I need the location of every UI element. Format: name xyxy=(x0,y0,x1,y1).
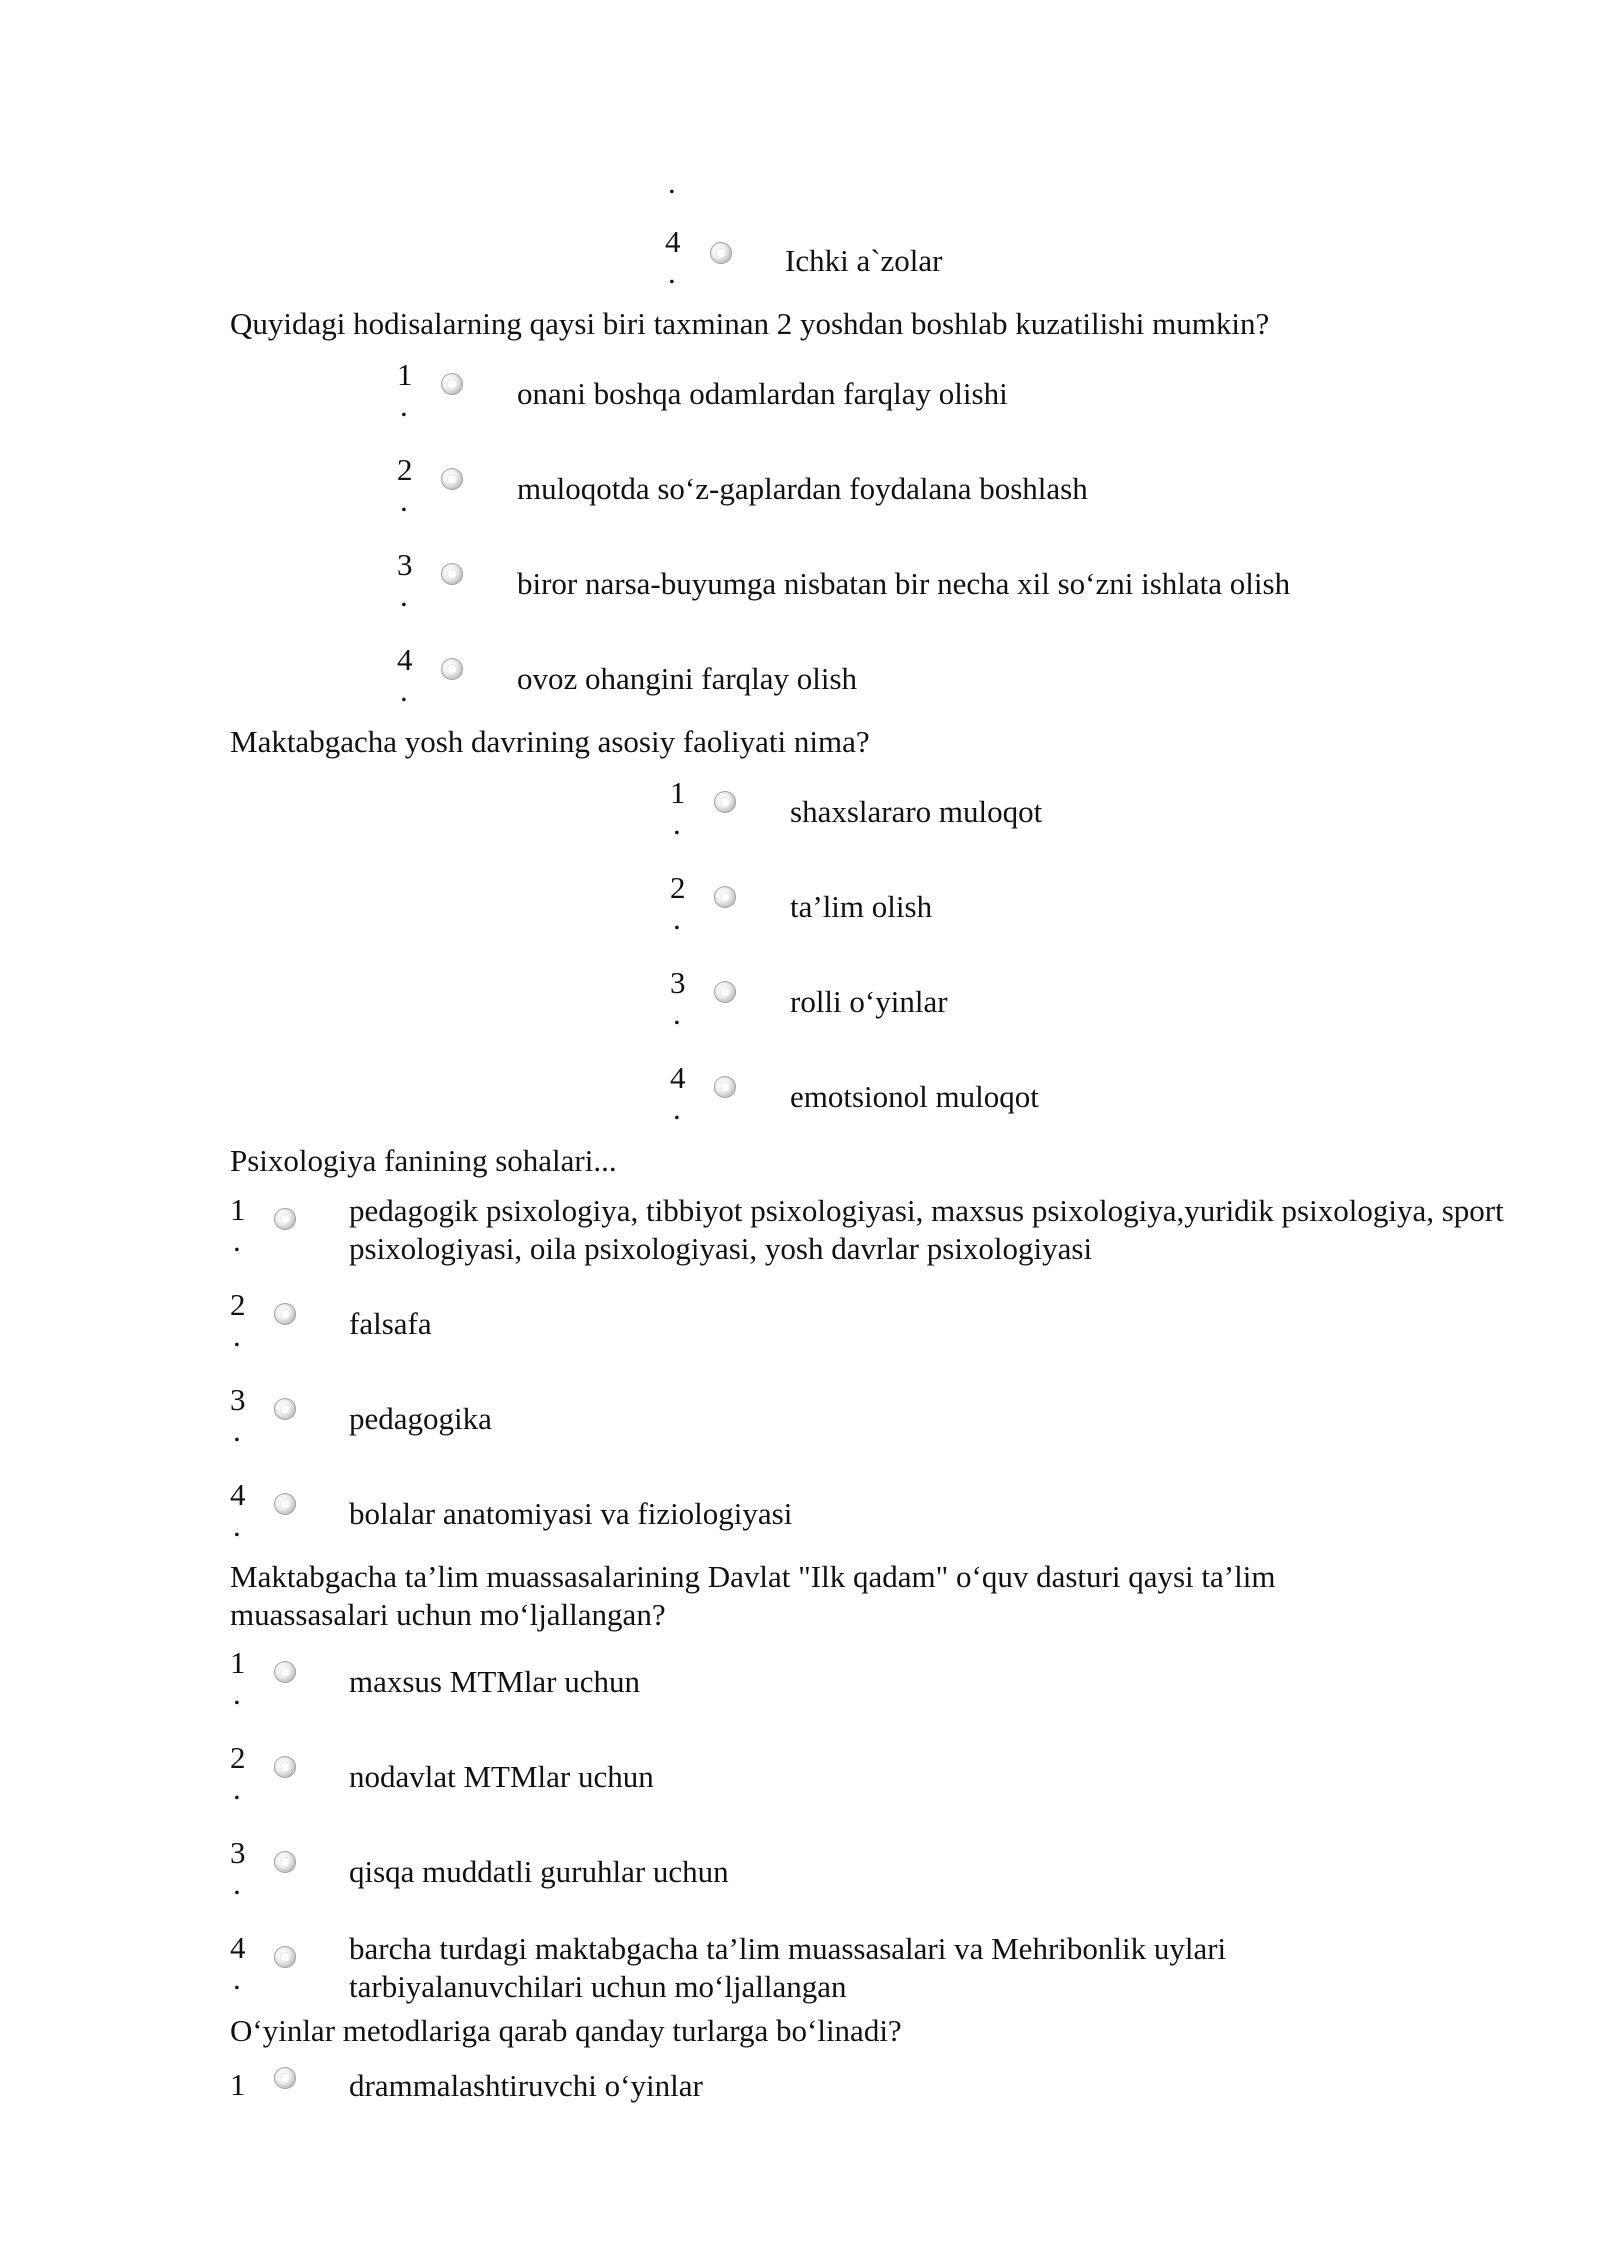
answer-option[interactable] xyxy=(230,1475,1230,1555)
question-text: Maktabgacha ta’lim muassasalarining Davlat "Ilk qadam" o‘quv dasturi qaysi ta’lim muassasalari uchun mo‘ljallangan? xyxy=(230,1559,1276,1632)
option-number: 1 xyxy=(230,1192,246,1227)
option-number: 4 xyxy=(665,224,681,259)
radio-button-icon[interactable] xyxy=(274,1398,296,1420)
answer-option[interactable] xyxy=(230,1928,1430,2018)
option-number: 4 xyxy=(397,642,413,677)
answer-option[interactable] xyxy=(230,1643,1230,1723)
radio-button-icon[interactable] xyxy=(274,2067,296,2089)
option-number: 1 xyxy=(670,775,686,810)
answer-option[interactable] xyxy=(670,1058,1470,1138)
option-number-dot: . xyxy=(668,255,676,290)
answer-option[interactable] xyxy=(397,355,1397,435)
option-number-dot: . xyxy=(673,806,681,841)
answer-option[interactable] xyxy=(230,1380,1230,1460)
option-number-dot: . xyxy=(400,483,408,518)
option-label: onani boshqa odamlardan farqlay olishi xyxy=(517,376,1008,411)
option-number-dot: . xyxy=(673,1091,681,1126)
option-number-dot: . xyxy=(400,673,408,708)
option-label: Ichki a`zolar xyxy=(785,243,943,278)
radio-button-icon[interactable] xyxy=(441,468,463,490)
option-label: maxsus MTMlar uchun xyxy=(349,1664,641,1699)
option-number: 3 xyxy=(670,965,686,1000)
radio-button-icon[interactable] xyxy=(441,658,463,680)
radio-button-icon[interactable] xyxy=(714,981,736,1003)
option-number-dot: . xyxy=(673,996,681,1031)
radio-button-icon[interactable] xyxy=(274,1303,296,1325)
option-number: 3 xyxy=(397,547,413,582)
option-number-dot: . xyxy=(233,1413,241,1448)
option-number-dot: . xyxy=(400,578,408,613)
answer-option[interactable] xyxy=(230,1738,1230,1818)
answer-option[interactable] xyxy=(230,1190,1510,1280)
option-number-dot: . xyxy=(233,1508,241,1543)
answer-option[interactable] xyxy=(230,1285,1230,1365)
radio-button-icon[interactable] xyxy=(441,373,463,395)
answer-option[interactable] xyxy=(397,640,1397,720)
option-number-dot: . xyxy=(233,1961,241,1996)
question-text: Maktabgacha yosh davrining asosiy faoliyati nima? xyxy=(230,724,870,759)
answer-option[interactable] xyxy=(670,773,1470,853)
option-label: pedagogik psixologiya, tibbiyot psixologiyasi, maxsus psixologiya,yuridik psixologiya, sport psixologiyasi, oila psixologiyasi, yosh davrlar psixologiyasi xyxy=(349,1193,1504,1266)
answer-option[interactable] xyxy=(670,963,1470,1043)
top-fragment-dot: . xyxy=(668,165,676,200)
radio-button-icon[interactable] xyxy=(274,1851,296,1873)
option-number: 1 xyxy=(397,357,413,392)
radio-button-icon[interactable] xyxy=(274,1208,296,1230)
option-label: nodavlat MTMlar uchun xyxy=(349,1759,654,1794)
answer-option[interactable] xyxy=(397,545,1397,625)
radio-button-icon[interactable] xyxy=(714,791,736,813)
option-number-dot: . xyxy=(400,388,408,423)
radio-button-icon[interactable] xyxy=(714,1076,736,1098)
option-number-dot: . xyxy=(233,1223,241,1258)
option-label: falsafa xyxy=(349,1306,432,1341)
option-number: 3 xyxy=(230,1382,246,1417)
question-text: Quyidagi hodisalarning qaysi biri taxminan 2 yoshdan boshlab kuzatilishi mumkin? xyxy=(230,306,1270,341)
option-number: 2 xyxy=(230,1740,246,1775)
answer-option[interactable] xyxy=(230,1833,1230,1913)
option-label: barcha turdagi maktabgacha ta’lim muassasalari va Mehribonlik uylari tarbiyalanuvchilari uchun mo‘ljallangan xyxy=(349,1931,1227,2004)
option-number: 2 xyxy=(230,1287,246,1322)
option-label: muloqotda so‘z-gaplardan foydalana boshlash xyxy=(517,471,1088,506)
option-label: rolli o‘yinlar xyxy=(790,984,948,1019)
radio-button-icon[interactable] xyxy=(274,1493,296,1515)
option-number-dot: . xyxy=(673,901,681,936)
radio-button-icon[interactable] xyxy=(710,242,732,264)
option-number: 4 xyxy=(670,1060,686,1095)
option-number: 4 xyxy=(230,1930,246,1965)
option-number-dot: . xyxy=(233,1676,241,1711)
option-number: 1 xyxy=(230,1645,246,1680)
option-number-dot: . xyxy=(233,1771,241,1806)
option-label: emotsionol muloqot xyxy=(790,1079,1039,1114)
radio-button-icon[interactable] xyxy=(714,886,736,908)
option-number: 3 xyxy=(230,1835,246,1870)
option-label: qisqa muddatli guruhlar uchun xyxy=(349,1854,729,1889)
answer-option[interactable] xyxy=(665,222,1365,302)
question-text: Psixologiya fanining sohalari... xyxy=(230,1143,617,1178)
question-text: O‘yinlar metodlariga qarab qanday turlarga bo‘linadi? xyxy=(230,2013,902,2048)
option-label: ta’lim olish xyxy=(790,889,933,924)
radio-button-icon[interactable] xyxy=(274,1661,296,1683)
option-number-dot: . xyxy=(233,1318,241,1353)
option-number-dot: . xyxy=(233,1866,241,1901)
radio-button-icon[interactable] xyxy=(441,563,463,585)
option-number: 4 xyxy=(230,1477,246,1512)
option-label: shaxslararo muloqot xyxy=(790,794,1043,829)
option-label: biror narsa-buyumga nisbatan bir necha xil so‘zni ishlata olish xyxy=(517,566,1291,601)
radio-button-icon[interactable] xyxy=(274,1756,296,1778)
radio-button-icon[interactable] xyxy=(274,1946,296,1968)
option-number: 1 xyxy=(230,2067,246,2102)
answer-option[interactable] xyxy=(397,450,1397,530)
answer-option[interactable] xyxy=(670,868,1470,948)
option-label: ovoz ohangini farqlay olish xyxy=(517,661,858,696)
option-number: 2 xyxy=(397,452,413,487)
option-label: pedagogika xyxy=(349,1401,492,1436)
option-label: drammalashtiruvchi o‘yinlar xyxy=(349,2068,703,2103)
option-label: bolalar anatomiyasi va fiziologiyasi xyxy=(349,1496,793,1531)
option-number: 2 xyxy=(670,870,686,905)
answer-option[interactable] xyxy=(230,2065,1230,2115)
